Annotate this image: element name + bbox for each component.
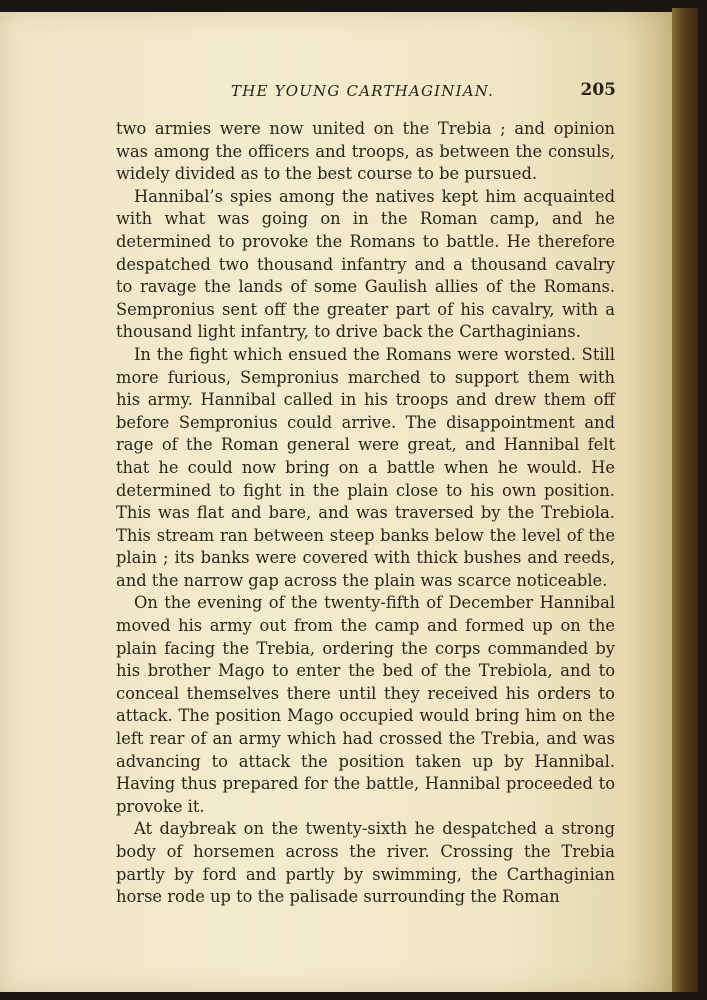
paragraph: Hannibal’s spies among the natives kept him acquainted with what was going on in the Roman camp, and he determined to provoke the Romans to battle. He therefore despatched two thousand infantry and a thousand cavalry to ravage the lands of some Gaulish allies of the Romans. Sempronius sent off the greater part of his cavalry, with a thousand light infantry, to drive back the Carthaginians. [116, 186, 615, 342]
book-page-edge [672, 8, 698, 992]
running-title: THE YOUNG CARTHAGINIAN. [231, 82, 495, 100]
body-text [116, 118, 615, 909]
paragraph: two armies were now united on the Trebia ; and opinion was among the officers and troops, as between the consuls, widely divided as to the best course to be pursued. [116, 119, 615, 184]
page-header [116, 78, 616, 106]
paragraph: In the fight which ensued the Romans were worsted. Still more furious, Sempronius marched to support them with his army. Hannibal called in his troops and drew them off before Sempronius could arrive. The disappointment and rage of the Roman general were great, and Hannibal felt that he could now bring on a battle when he would. He determined to fight in the plain close to his own position. This was flat and bare, and was traversed by the Trebiola. This stream ran between steep banks below the level of the plain ; its banks were covered with thick bushes and reeds, and the narrow gap across the plain was scarce noticeable. [116, 344, 615, 590]
paragraph: At daybreak on the twenty-sixth he despatched a strong body of horsemen across the river. Crossing the Trebia partly by ford and partly by swimming, the Carthaginian horse rode up to the palisade surrounding the Roman [116, 819, 615, 907]
paragraph: On the evening of the twenty-fifth of December Hannibal moved his army out from the camp and formed up on the plain facing the Trebia, ordering the corps commanded by his brother Mago to enter the bed of the Trebiola, and to conceal themselves there until they received his orders to attack. The position Mago occupied would bring him on the left rear of an army which had crossed the Trebia, and was advancing to attack the position taken up by Hannibal. Having thus prepared for the battle, Hannibal proceeded to provoke it. [116, 593, 615, 816]
page-number: 205 [580, 80, 616, 100]
